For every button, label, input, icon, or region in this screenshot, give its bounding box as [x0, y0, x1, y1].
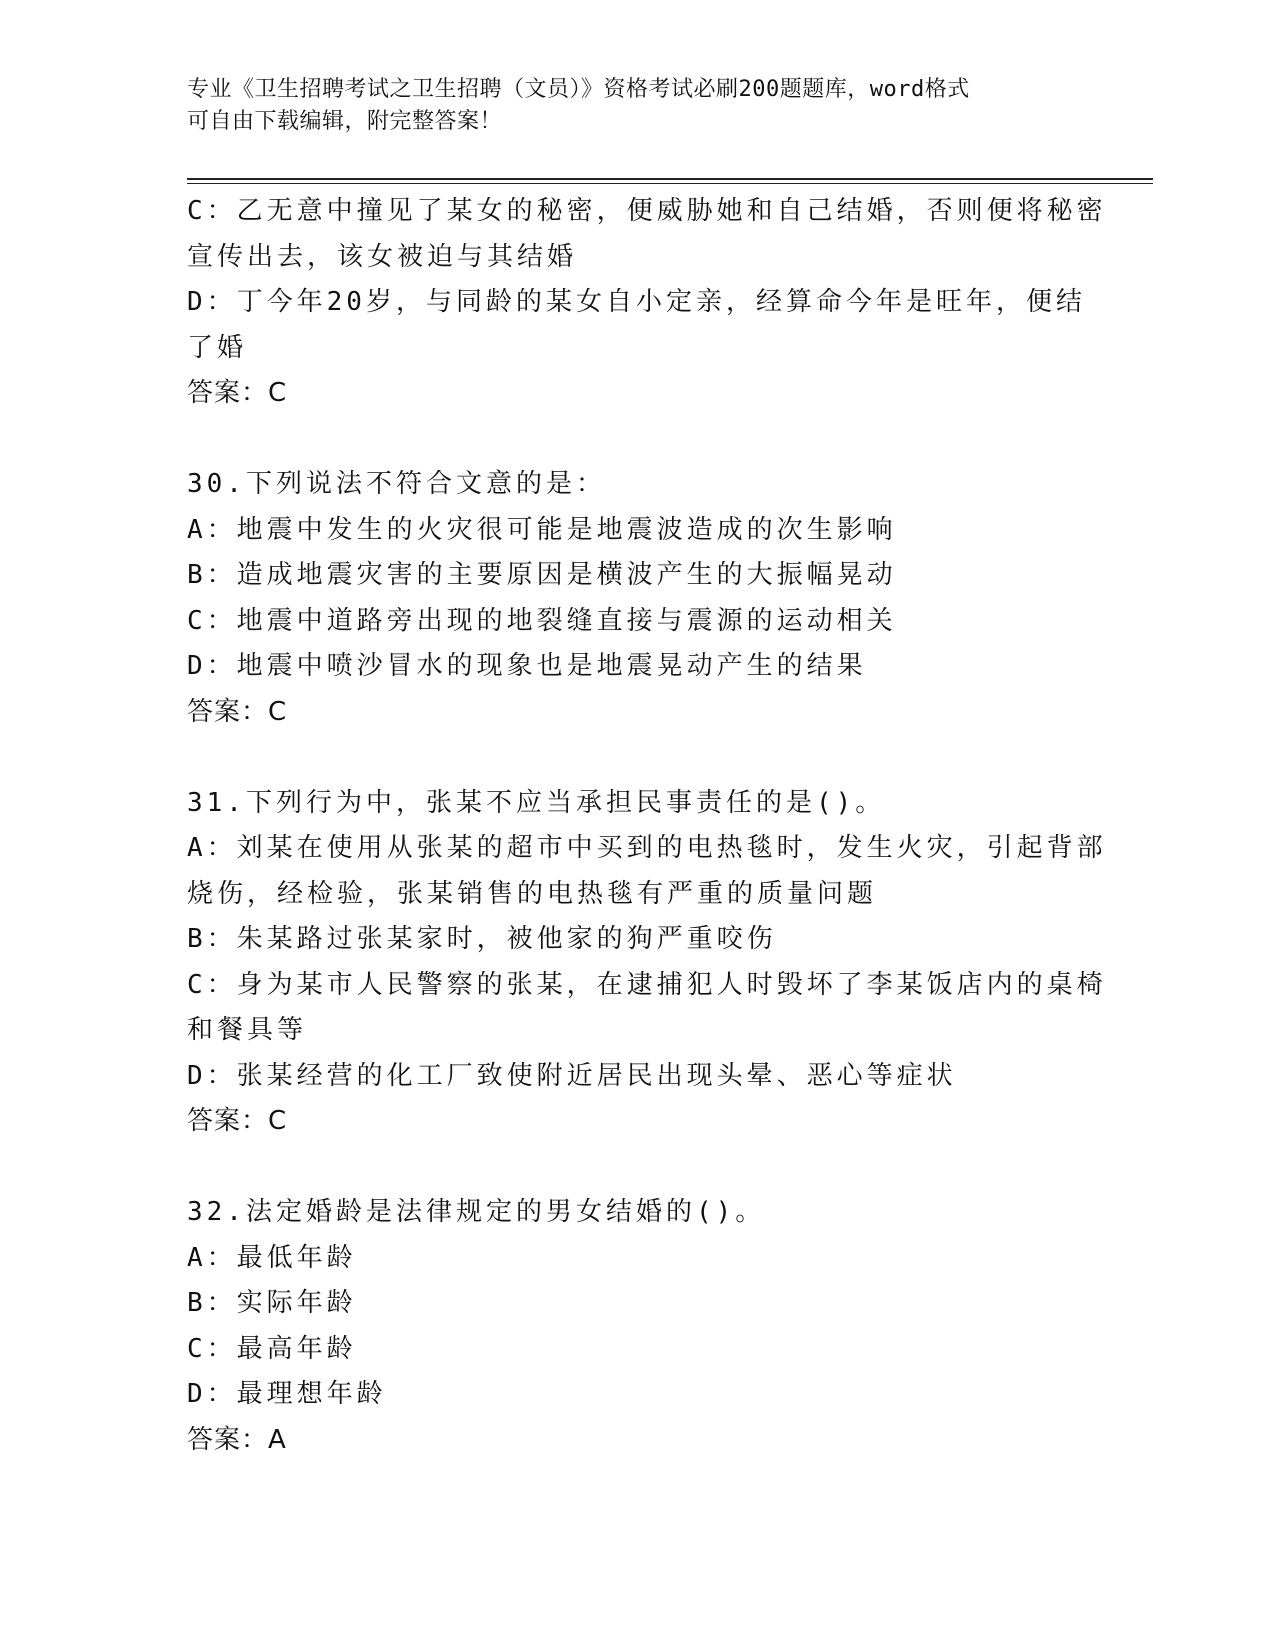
q30-option-a: A：地震中发生的火灾很可能是地震波造成的次生影响	[187, 514, 897, 545]
spacer	[187, 1145, 1087, 1191]
q32-option-b: B：实际年龄	[187, 1288, 357, 1318]
document-header	[187, 74, 1087, 138]
question-29-tail	[187, 189, 1107, 417]
q30-option-d: D：地震中喷沙冒水的现象也是地震晃动产生的结果	[187, 651, 867, 681]
header-divider-thin	[187, 183, 1153, 184]
q30-answer: 答案：C	[187, 696, 288, 727]
q31-option-a-line-1: A：刘某在使用从张某的超市中买到的电热毯时，发生火灾，引起背部	[187, 833, 1107, 863]
q29-option-d-line-2: 了婚	[187, 332, 248, 363]
q32-stem: 32.法定婚龄是法律规定的男女结婚的()。	[187, 1197, 766, 1227]
q31-option-b: B：朱某路过张某家时，被他家的狗严重咬伤	[187, 924, 777, 954]
q29-option-c-line-2: 宣传出去，该女被迫与其结婚	[187, 241, 578, 272]
q29-option-d-line-1: D：丁今年20岁，与同龄的某女自小定亲，经算命今年是旺年，便结	[187, 287, 1086, 317]
q32-option-d: D：最理想年龄	[187, 1379, 387, 1409]
q31-option-d: D：张某经营的化工厂致使附近居民出现头晕、恶心等症状	[187, 1060, 957, 1091]
q31-stem: 31.下列行为中，张某不应当承担民事责任的是()。	[187, 787, 886, 818]
q30-option-b: B：造成地震灾害的主要原因是横波产生的大振幅晃动	[187, 560, 897, 590]
q32-answer: 答案：A	[187, 1424, 287, 1455]
q30-stem: 30.下列说法不符合文意的是：	[187, 469, 606, 499]
q29-option-c-line-1: C：乙无意中撞见了某女的秘密，便威胁她和自己结婚，否则便将秘密	[187, 196, 1107, 226]
question-31	[187, 781, 1107, 1145]
question-list	[187, 189, 1107, 1463]
q32-option-c: C：最高年龄	[187, 1333, 357, 1364]
q31-option-a-line-2: 烧伤，经检验，张某销售的电热毯有严重的质量问题	[187, 878, 878, 909]
header-title-line-1: 专业《卫生招聘考试之卫生招聘（文员）》资格考试必刷200题题库，word格式	[187, 77, 970, 102]
q31-option-c-line-1: C：身为某市人民警察的张某，在逮捕犯人时毁坏了李某饭店内的桌椅	[187, 969, 1107, 1000]
question-30	[187, 462, 1087, 735]
header-divider-thick	[187, 178, 1153, 180]
spacer	[187, 417, 1087, 463]
q31-option-c-line-2: 和餐具等	[187, 1015, 308, 1045]
header-title-line-2: 可自由下载编辑，附完整答案！	[187, 109, 503, 134]
question-32	[187, 1190, 1087, 1463]
spacer	[187, 735, 1087, 781]
q32-option-a: A：最低年龄	[187, 1242, 357, 1273]
q30-option-c: C：地震中道路旁出现的地裂缝直接与震源的运动相关	[187, 605, 897, 636]
q29-answer: 答案：C	[187, 378, 288, 408]
q31-answer: 答案：C	[187, 1106, 288, 1136]
